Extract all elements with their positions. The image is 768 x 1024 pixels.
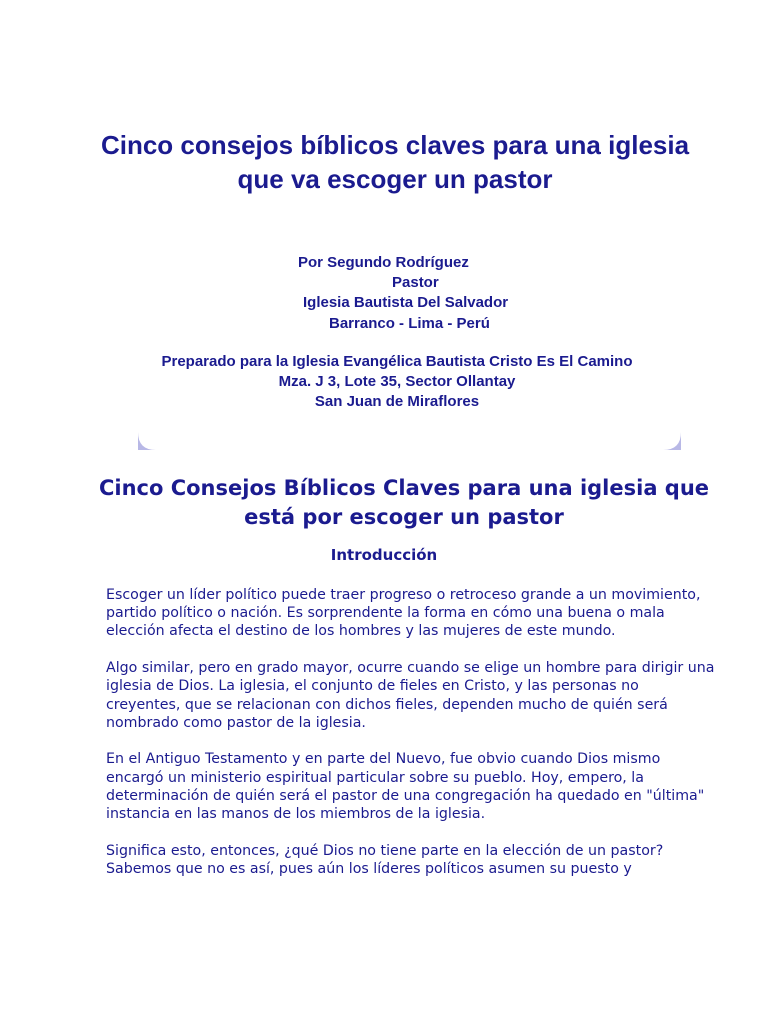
paragraph: Significa esto, entonces, ¿qué Dios no tiene parte en la elección de un pastor? Sabemos que no es así, pues aún los líderes políticos asumen su puesto y [106,842,664,877]
prepared-district: San Juan de Miraflores [314,393,480,410]
subtitle: Cinco Consejos Bíblicos Claves para una iglesia que está por escoger un pastor [98,476,710,529]
prepared-block [150,352,644,412]
corner-ornament-right [663,432,681,450]
intro-heading: Introducción [330,546,438,564]
prepared-line: Preparado para la Iglesia Evangélica Bautista Cristo Es El Camino [161,353,633,370]
author-location: Barranco - Lima - Perú [329,315,490,332]
corner-ornament-left [138,432,156,450]
body-text [106,586,716,897]
paragraph: Escoger un líder político puede traer progreso o retroceso grande a un movimiento, partido político o nación. Es sorprendente la forma en cómo una buena o mala elección afecta el destino de los hombres y las mujeres de este mundo. [106,587,701,640]
prepared-address: Mza. J 3, Lote 35, Sector Ollantay [278,373,516,390]
author-by-line: Por Segundo Rodríguez [298,254,469,271]
paragraph: En el Antiguo Testamento y en parte del Nuevo, fue obvio cuando Dios mismo encargó un ministerio espiritual particular sobre su pueblo. Hoy, empero, la determinación de quién será el pastor de una congregación ha quedado en "última" instancia en las manos de los miembros de la iglesia. [106,751,705,823]
author-role: Pastor [392,274,439,291]
author-church: Iglesia Bautista Del Salvador [303,294,509,311]
paragraph: Algo similar, pero en grado mayor, ocurre cuando se elige un hombre para dirigir una iglesia de Dios. La iglesia, el conjunto de fieles en Cristo, y las personas no creyentes, que se relacionan con dichos fieles, dependen mucho de quién será nombrado como pastor de la iglesia. [106,660,715,731]
main-title: Cinco consejos bíblicos claves para una iglesia que va escoger un pastor [100,130,690,194]
